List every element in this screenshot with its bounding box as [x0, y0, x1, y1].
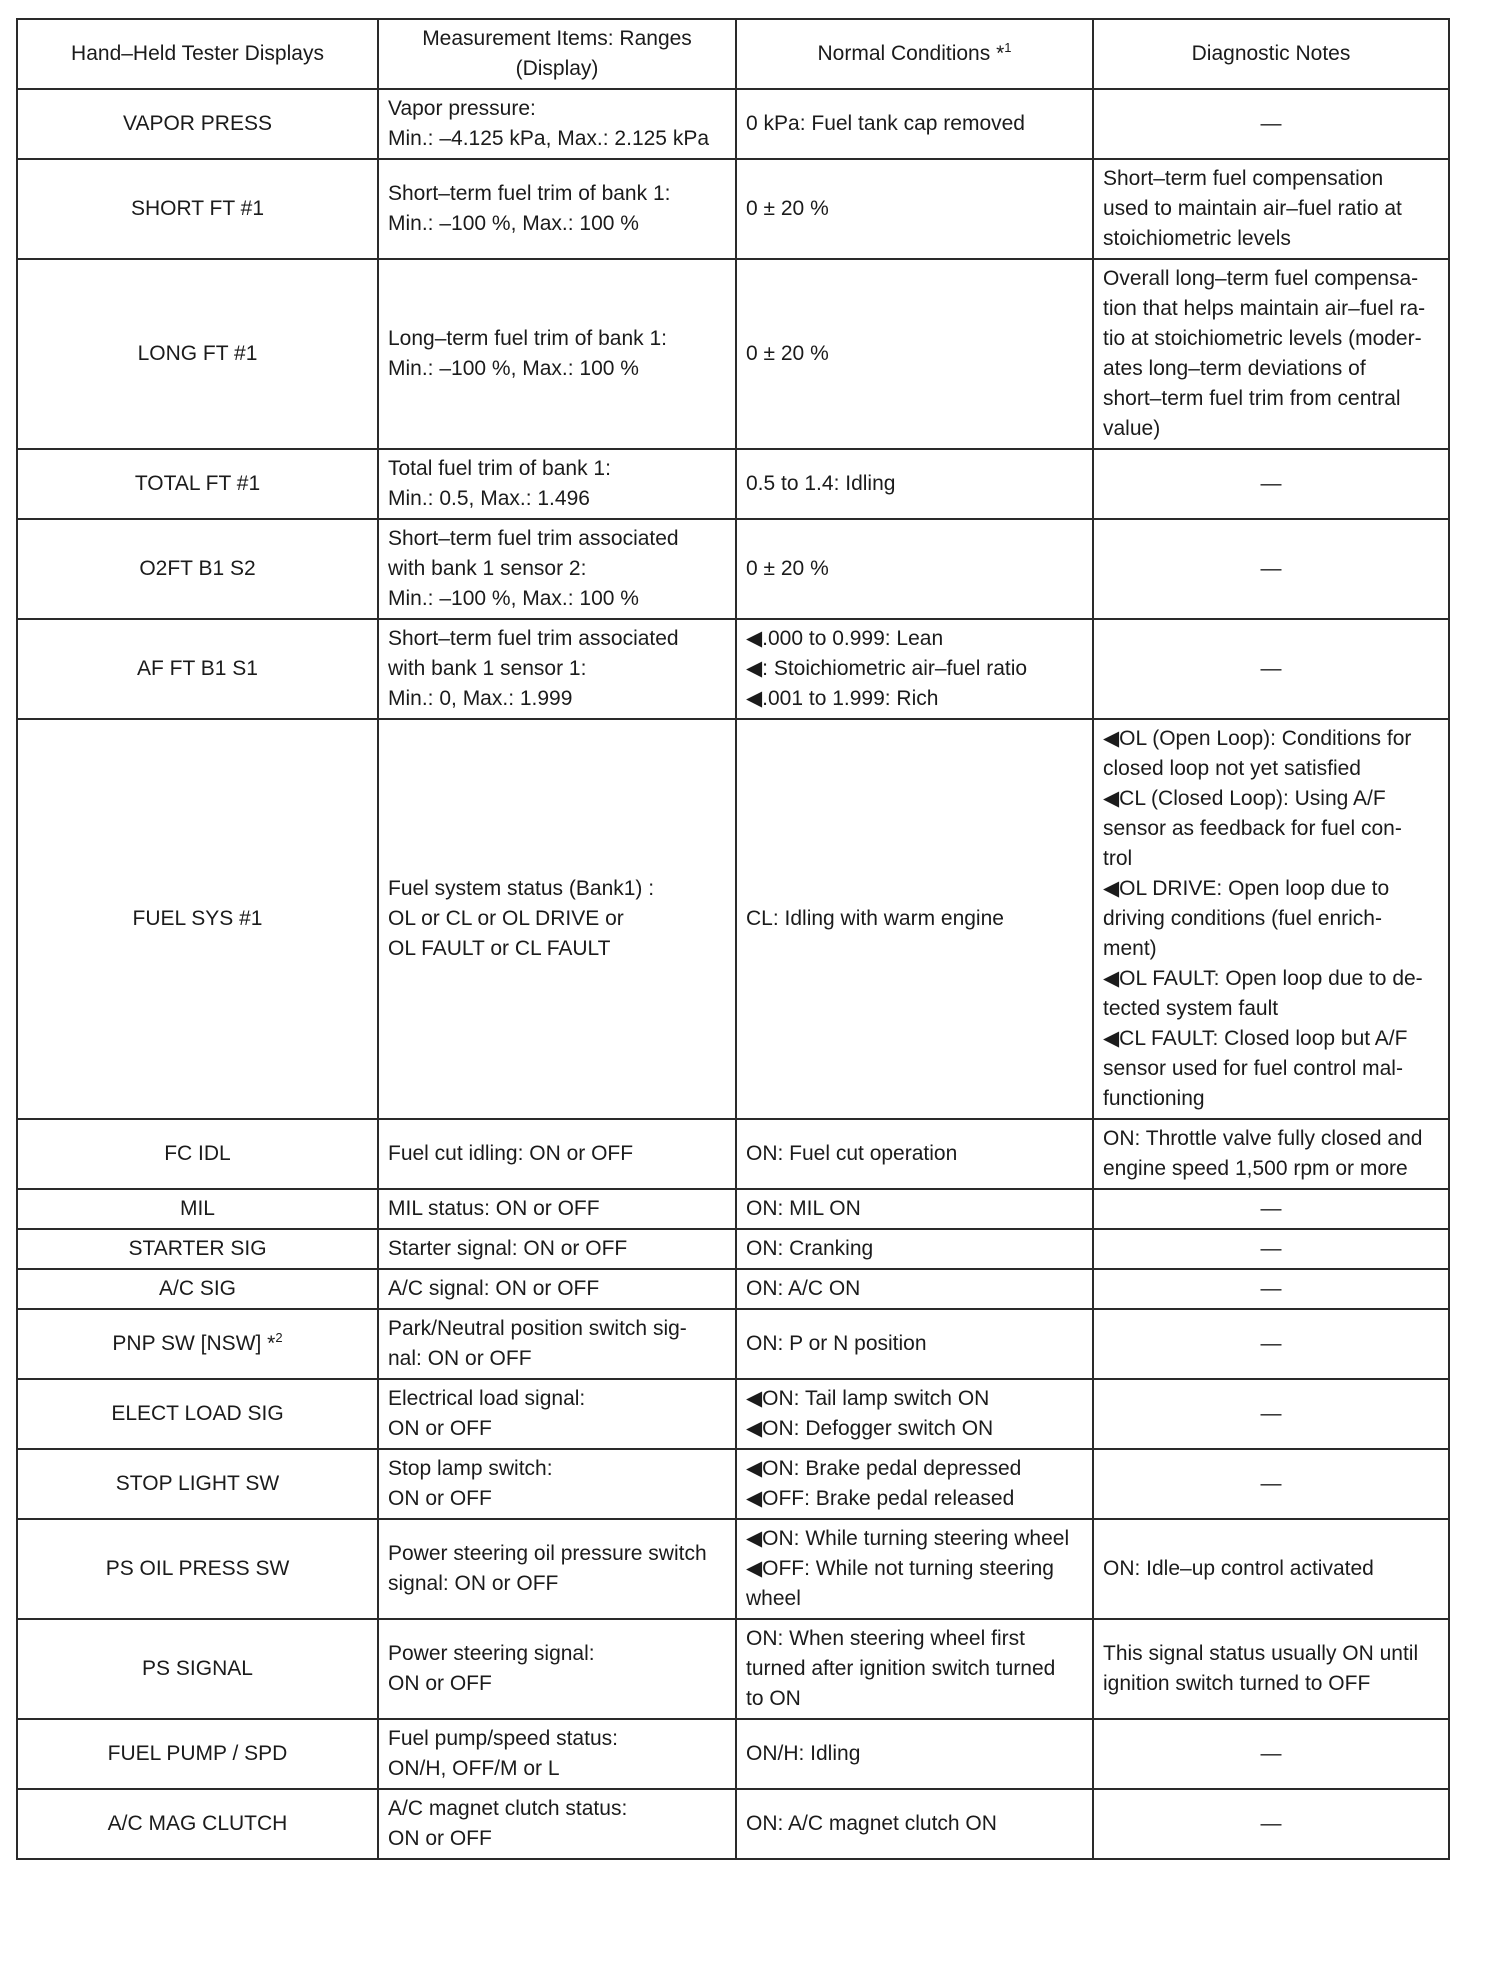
cell-normal-conditions: CL: Idling with warm engine [736, 719, 1093, 1119]
tester-display-text: A/C MAG CLUTCH [107, 1812, 288, 1835]
table-row [17, 519, 1449, 619]
table-row [17, 1309, 1449, 1379]
cell-normal-conditions: ON: A/C ON [736, 1269, 1093, 1309]
cell-measurement-range: Stop lamp switch: ON or OFF [378, 1449, 736, 1519]
cell-normal-conditions: 0 ± 20 % [736, 259, 1093, 449]
table-row [17, 89, 1449, 159]
cell-tester-display [17, 1189, 378, 1229]
cell-diagnostic-notes: ◀OL (Open Loop): Conditions for closed loop not yet satisfied ◀CL (Closed Loop): Using A/F sensor as feedback for fuel con- trol ◀OL DRIVE: Open loop due to driving conditions (fuel enrich- ment) ◀OL FAULT: Open loop due to de- tected system fault ◀CL FAULT: Closed loop but A/F sensor used for fuel control mal- functioning [1093, 719, 1449, 1119]
table-row [17, 1189, 1449, 1229]
cell-diagnostic-notes: — [1093, 1449, 1449, 1519]
cell-measurement-range: Power steering oil pressure switch signal: ON or OFF [378, 1519, 736, 1619]
cell-tester-display [17, 259, 378, 449]
table-row [17, 159, 1449, 259]
tester-display-text: FUEL SYS #1 [132, 907, 263, 930]
cell-normal-conditions: 0 ± 20 % [736, 519, 1093, 619]
cell-normal-conditions: ON: MIL ON [736, 1189, 1093, 1229]
tester-display-text: MIL [179, 1197, 215, 1220]
cell-tester-display [17, 1619, 378, 1719]
cell-measurement-range: Short–term fuel trim of bank 1: Min.: –100 %, Max.: 100 % [378, 159, 736, 259]
table-row [17, 259, 1449, 449]
cell-measurement-range: Fuel system status (Bank1) : OL or CL or OL DRIVE or OL FAULT or CL FAULT [378, 719, 736, 1119]
cell-measurement-range: A/C magnet clutch status: ON or OFF [378, 1789, 736, 1859]
cell-tester-display [17, 1309, 378, 1379]
cell-tester-display [17, 1519, 378, 1619]
cell-diagnostic-notes: — [1093, 1189, 1449, 1229]
tester-display-text: O2FT B1 S2 [139, 557, 256, 580]
footnote-marker: 2 [275, 1330, 283, 1345]
header-normal-conditions: Normal Conditions *$^1$ [736, 19, 1093, 89]
header-tester-display: Hand–Held Tester Displays [17, 19, 378, 89]
cell-tester-display [17, 1449, 378, 1519]
cell-measurement-range: Vapor pressure: Min.: –4.125 kPa, Max.: 2.125 kPa [378, 89, 736, 159]
cell-tester-display [17, 159, 378, 259]
cell-normal-conditions: ◀ON: Brake pedal depressed ◀OFF: Brake pedal released [736, 1449, 1093, 1519]
cell-diagnostic-notes: — [1093, 1719, 1449, 1789]
cell-measurement-range: Long–term fuel trim of bank 1: Min.: –100 %, Max.: 100 % [378, 259, 736, 449]
data-list-table [16, 18, 1450, 1860]
cell-tester-display [17, 89, 378, 159]
cell-measurement-range: Power steering signal: ON or OFF [378, 1619, 736, 1719]
cell-measurement-range: Total fuel trim of bank 1: Min.: 0.5, Max.: 1.496 [378, 449, 736, 519]
header-measurement-items: Measurement Items: Ranges (Display) [378, 19, 736, 89]
table-row [17, 619, 1449, 719]
cell-measurement-range: Electrical load signal: ON or OFF [378, 1379, 736, 1449]
header-diagnostic-notes: Diagnostic Notes [1093, 19, 1449, 89]
tester-display-text: AF FT B1 S1 [137, 657, 258, 680]
cell-diagnostic-notes: — [1093, 1379, 1449, 1449]
cell-diagnostic-notes: ON: Throttle valve fully closed and engine speed 1,500 rpm or more [1093, 1119, 1449, 1189]
cell-measurement-range: MIL status: ON or OFF [378, 1189, 736, 1229]
cell-normal-conditions: ON: When steering wheel first turned after ignition switch turned to ON [736, 1619, 1093, 1719]
cell-normal-conditions: ◀ON: Tail lamp switch ON ◀ON: Defogger switch ON [736, 1379, 1093, 1449]
tester-display-text: FC IDL [164, 1142, 231, 1165]
cell-normal-conditions: ON: Fuel cut operation [736, 1119, 1093, 1189]
cell-normal-conditions: ON/H: Idling [736, 1719, 1093, 1789]
cell-measurement-range: Short–term fuel trim associated with bank 1 sensor 2: Min.: –100 %, Max.: 100 % [378, 519, 736, 619]
table-row [17, 1519, 1449, 1619]
cell-diagnostic-notes: — [1093, 89, 1449, 159]
tester-display-text: PS SIGNAL [142, 1657, 253, 1680]
tester-display-text: STOP LIGHT SW [115, 1472, 280, 1495]
table-row [17, 1789, 1449, 1859]
cell-tester-display [17, 1379, 378, 1449]
cell-diagnostic-notes: This signal status usually ON until ignition switch turned to OFF [1093, 1619, 1449, 1719]
cell-normal-conditions: ON: A/C magnet clutch ON [736, 1789, 1093, 1859]
cell-normal-conditions: 0.5 to 1.4: Idling [736, 449, 1093, 519]
table-row [17, 719, 1449, 1119]
cell-diagnostic-notes: Short–term fuel compensation used to maintain air–fuel ratio at stoichiometric levels [1093, 159, 1449, 259]
tester-display-text: A/C SIG [158, 1277, 237, 1300]
cell-measurement-range: Fuel pump/speed status: ON/H, OFF/M or L [378, 1719, 736, 1789]
diagnostic-data-table-page [16, 18, 1448, 1860]
cell-measurement-range: Park/Neutral position switch sig- nal: ON or OFF [378, 1309, 736, 1379]
cell-normal-conditions: ON: P or N position [736, 1309, 1093, 1379]
table-row [17, 449, 1449, 519]
cell-measurement-range: A/C signal: ON or OFF [378, 1269, 736, 1309]
table-row [17, 1119, 1449, 1189]
cell-measurement-range: Starter signal: ON or OFF [378, 1229, 736, 1269]
cell-tester-display [17, 449, 378, 519]
cell-tester-display [17, 719, 378, 1119]
cell-diagnostic-notes: Overall long–term fuel compensa- tion that helps maintain air–fuel ra- tio at stoichiometric levels (moder- ates long–term deviations of short–term fuel trim from central value) [1093, 259, 1449, 449]
tester-display-text: LONG FT #1 [137, 342, 258, 365]
tester-display-text: PS OIL PRESS SW [105, 1557, 290, 1580]
cell-normal-conditions: ◀ON: While turning steering wheel ◀OFF: While not turning steering wheel [736, 1519, 1093, 1619]
table-row [17, 1269, 1449, 1309]
cell-normal-conditions: 0 ± 20 % [736, 159, 1093, 259]
tester-display-text: ELECT LOAD SIG [111, 1402, 284, 1425]
cell-diagnostic-notes: — [1093, 1269, 1449, 1309]
cell-tester-display [17, 1789, 378, 1859]
table-row [17, 1719, 1449, 1789]
cell-normal-conditions: 0 kPa: Fuel tank cap removed [736, 89, 1093, 159]
tester-display-text: TOTAL FT #1 [134, 472, 261, 495]
cell-tester-display [17, 1229, 378, 1269]
cell-diagnostic-notes: — [1093, 1789, 1449, 1859]
header-row [17, 19, 1449, 89]
tester-display-text: FUEL PUMP / SPD [107, 1742, 288, 1765]
tester-display-text: STARTER SIG [128, 1237, 267, 1260]
cell-diagnostic-notes: — [1093, 1309, 1449, 1379]
cell-diagnostic-notes: — [1093, 449, 1449, 519]
table-row [17, 1229, 1449, 1269]
cell-diagnostic-notes: — [1093, 1229, 1449, 1269]
cell-normal-conditions: ON: Cranking [736, 1229, 1093, 1269]
table-row [17, 1379, 1449, 1449]
cell-tester-display [17, 619, 378, 719]
tester-display-text: PNP SW [NSW] * [112, 1332, 276, 1355]
cell-tester-display [17, 1719, 378, 1789]
cell-tester-display [17, 1269, 378, 1309]
cell-diagnostic-notes: — [1093, 519, 1449, 619]
cell-tester-display [17, 519, 378, 619]
cell-diagnostic-notes: — [1093, 619, 1449, 719]
cell-measurement-range: Short–term fuel trim associated with bank 1 sensor 1: Min.: 0, Max.: 1.999 [378, 619, 736, 719]
tester-display-text: VAPOR PRESS [123, 112, 272, 135]
cell-tester-display [17, 1119, 378, 1189]
table-row [17, 1449, 1449, 1519]
cell-diagnostic-notes: ON: Idle–up control activated [1093, 1519, 1449, 1619]
cell-normal-conditions: ◀.000 to 0.999: Lean ◀: Stoichiometric air–fuel ratio ◀.001 to 1.999: Rich [736, 619, 1093, 719]
cell-measurement-range: Fuel cut idling: ON or OFF [378, 1119, 736, 1189]
tester-display-text: SHORT FT #1 [130, 197, 265, 220]
table-row [17, 1619, 1449, 1719]
